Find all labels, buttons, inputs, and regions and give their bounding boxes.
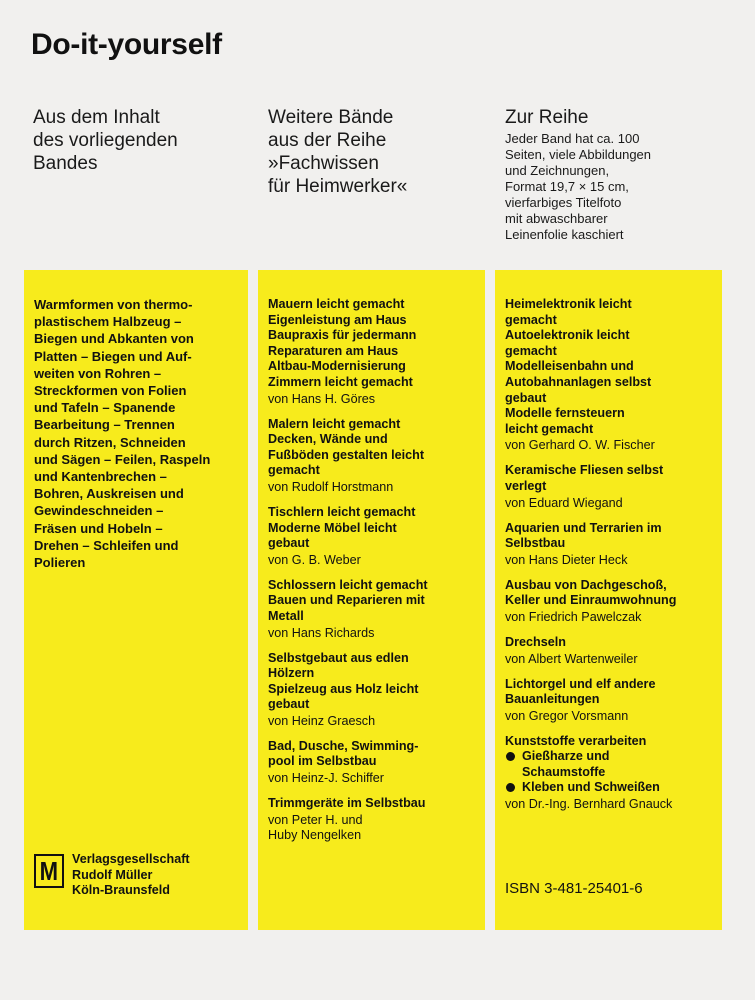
book-title: Selbstbau (505, 536, 566, 551)
book-entry (505, 463, 716, 511)
book-title: Altbau-Modernisierung (268, 359, 406, 374)
book-title: gemacht (268, 463, 320, 478)
book-title: Baupraxis für jedermann (268, 328, 417, 343)
book-title: Drechseln (505, 634, 566, 649)
page-title: Do-it-yourself (31, 28, 222, 61)
book-title: Fußböden gestalten leicht (268, 447, 425, 462)
contents-line: und Tafeln – Spanende (34, 400, 176, 416)
contents-line: Bearbeitung – Trennen (34, 417, 175, 433)
book-title: Zimmern leicht gemacht (268, 374, 413, 389)
series-panel-middle (258, 270, 485, 930)
contents-text (34, 296, 242, 571)
book-title: gebaut (268, 536, 310, 551)
book-title: pool im Selbstbau (268, 754, 377, 769)
description-line: Seiten, viele Abbildungen (505, 147, 652, 162)
book-title: Decken, Wände und (268, 432, 388, 447)
book-author: von Eduard Wiegand (505, 495, 623, 510)
book-title: gebaut (268, 697, 310, 712)
book-author: von Peter H. und (268, 812, 363, 827)
book-title: Tischlern leicht gemacht (268, 504, 416, 519)
description-line: Leinenfolie kaschiert (505, 227, 624, 242)
book-title: Bad, Dusche, Swimming- (268, 738, 419, 753)
description-line: mit abwaschbarer (505, 211, 608, 226)
heading-line: aus der Reihe (268, 130, 387, 151)
publisher-block (34, 852, 190, 899)
publisher-line: Rudolf Müller (72, 867, 153, 882)
book-title: Keramische Fliesen selbst (505, 463, 664, 478)
middle-book-list (268, 297, 479, 853)
book-title: gebaut (505, 390, 547, 405)
book-entry (268, 651, 479, 730)
book-author: von Rudolf Horstmann (268, 479, 394, 494)
heading-line: für Heimwerker« (268, 176, 408, 197)
book-author: von Gerhard O. W. Fischer (505, 438, 655, 453)
contents-line: Fräsen und Hobeln – (34, 520, 163, 536)
book-title: Lichtorgel und elf andere (505, 676, 656, 691)
contents-line: Gewindeschneiden – (34, 503, 164, 519)
contents-line: Biegen und Abkanten von (34, 331, 194, 347)
book-title: Metall (268, 608, 304, 623)
contents-line: Platten – Biegen und Auf- (34, 348, 192, 364)
heading-line: des vorliegenden (33, 130, 178, 151)
heading-line: Bandes (33, 153, 98, 174)
bullet-item (505, 780, 716, 796)
book-title: Schlossern leicht gemacht (268, 577, 428, 592)
contents-line: Drehen – Schleifen und (34, 537, 179, 553)
heading-line: Weitere Bände (268, 107, 394, 128)
book-author: von Dr.-Ing. Bernhard Gnauck (505, 797, 673, 812)
bullet-dot-icon (506, 752, 515, 761)
bullet-item (505, 749, 716, 780)
book-author: von Hans H. Göres (268, 391, 376, 406)
series-panel-right (495, 270, 722, 930)
book-author: von Friedrich Pawelczak (505, 609, 642, 624)
contents-line: Warmformen von thermo- (34, 297, 193, 312)
book-title: Modelle fernsteuern (505, 406, 625, 421)
book-title: verlegt (505, 478, 547, 493)
bullet-text: Kleben und Schweißen (522, 780, 660, 795)
contents-line: durch Ritzen, Schneiden (34, 434, 186, 450)
publisher-line: Köln-Braunsfeld (72, 883, 170, 898)
publisher-line: Verlagsgesellschaft (72, 852, 190, 866)
book-entry (268, 297, 479, 408)
book-title: Heimelektronik leicht (505, 297, 632, 311)
book-entry (505, 578, 716, 626)
book-title: Aquarien und Terrarien im (505, 520, 662, 535)
book-title: Selbstgebaut aus edlen (268, 650, 409, 665)
column-heading-series (268, 106, 407, 198)
heading-line: Aus dem Inhalt (33, 107, 160, 128)
book-entry (505, 677, 716, 725)
book-entry (268, 578, 479, 642)
book-entry (268, 505, 479, 569)
book-entry (268, 417, 479, 496)
bullet-text: Gießharze und (522, 749, 610, 764)
book-title: Mauern leicht gemacht (268, 297, 405, 311)
contents-line: plastischem Halbzeug – (34, 314, 182, 330)
contents-line: und Sägen – Feilen, Raspeln (34, 451, 211, 467)
book-author: von Albert Wartenweiler (505, 651, 638, 666)
description-line: und Zeichnungen, (505, 163, 610, 178)
book-author: Huby Nengelken (268, 827, 362, 842)
contents-line: Streckformen von Folien (34, 383, 187, 399)
series-description (505, 131, 651, 243)
book-author: von G. B. Weber (268, 552, 361, 567)
book-entry (268, 739, 479, 787)
description-line: Format 19,7 × 15 cm, (505, 179, 629, 194)
book-title: Autoelektronik leicht (505, 328, 630, 343)
book-title: Bauen und Reparieren mit (268, 593, 425, 608)
description-line: vierfarbiges Titelfoto (505, 195, 622, 210)
contents-line: und Kantenbrechen – (34, 469, 167, 485)
book-title: Reparaturen am Haus (268, 343, 399, 358)
book-title: Bauanleitungen (505, 692, 600, 707)
column-heading-contents (33, 106, 178, 175)
description-line: Jeder Band hat ca. 100 (505, 131, 640, 146)
logo-letter: M (39, 856, 59, 886)
book-title: Modelleisenbahn und (505, 359, 634, 374)
book-title: leicht gemacht (505, 421, 594, 436)
publisher-logo (34, 854, 64, 888)
book-entry (505, 521, 716, 569)
book-title: Hölzern (268, 666, 315, 681)
book-author: von Gregor Vorsmann (505, 708, 629, 723)
book-title: Spielzeug aus Holz leicht (268, 681, 419, 696)
book-entry (268, 796, 479, 844)
publisher-name (72, 852, 190, 899)
book-author: von Heinz Graesch (268, 713, 376, 728)
contents-line: Polieren (34, 555, 86, 571)
heading-line: »Fachwissen (268, 153, 379, 174)
book-title: Malern leicht gemacht (268, 416, 401, 431)
book-title: Trimmgeräte im Selbstbau (268, 796, 426, 811)
right-book-list (505, 297, 716, 822)
book-title: Eigenleistung am Haus (268, 312, 407, 327)
book-title: gemacht (505, 312, 557, 327)
book-entry (505, 297, 716, 454)
book-title: gemacht (505, 343, 557, 358)
contents-panel (24, 270, 248, 930)
book-title: Keller und Einraumwohnung (505, 593, 677, 608)
book-author: von Hans Richards (268, 625, 375, 640)
book-author: von Heinz-J. Schiffer (268, 771, 384, 786)
book-title: Kunststoffe verarbeiten (505, 733, 647, 748)
column-heading-about-series (505, 106, 651, 243)
book-entry-kunststoffe (505, 734, 716, 813)
contents-line: Bohren, Auskreisen und (34, 486, 184, 502)
book-title: Autobahnanlagen selbst (505, 374, 652, 389)
bullet-text: Schaumstoffe (522, 764, 606, 779)
bullet-dot-icon (506, 783, 515, 792)
book-title: Moderne Möbel leicht (268, 520, 397, 535)
book-author: von Hans Dieter Heck (505, 552, 628, 567)
heading-line: Zur Reihe (505, 107, 589, 128)
book-title: Ausbau von Dachgeschoß, (505, 577, 667, 592)
book-entry (505, 635, 716, 668)
isbn: ISBN 3-481-25401-6 (505, 880, 643, 897)
contents-line: weiten von Rohren – (34, 365, 162, 381)
